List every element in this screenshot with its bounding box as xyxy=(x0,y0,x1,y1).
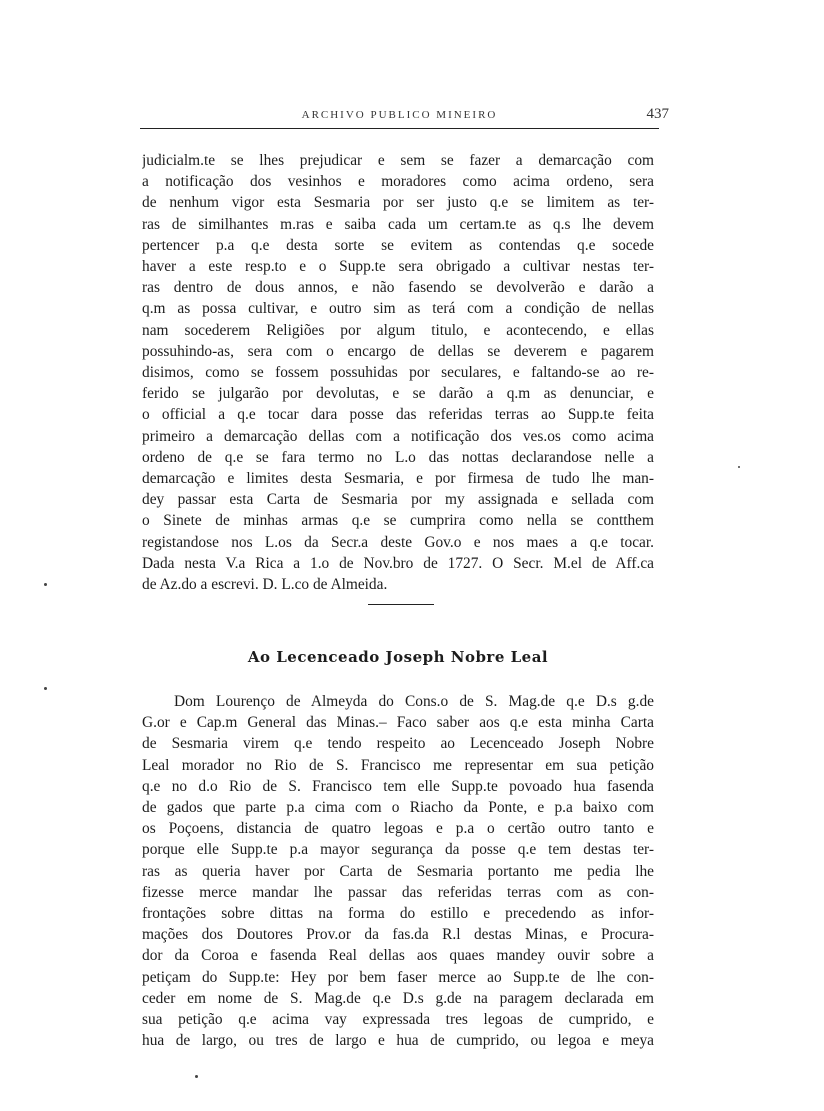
text-line: possuhindo-as, sera com o encargo de dellas se deverem e pagarem xyxy=(142,342,654,360)
text-line: Dada nesta V.a Rica a 1.o de Nov.bro de 1727. O Secr. M.el de Aff.ca xyxy=(142,554,654,572)
text-line: Dom Lourenço de Almeyda do Cons.o de S. Mag.de q.e D.s g.de xyxy=(174,693,654,710)
text-line: demarcação e limites desta Sesmaria, e por firmesa de tudo lhe man- xyxy=(142,470,654,488)
text-line: ras as queria haver por Carta de Sesmaria portanto me pedia lhe xyxy=(142,862,654,880)
scan-speck xyxy=(195,1075,198,1078)
text-line: ferido se julgarão por devolutas, e se darão a q.m as denunciar, e xyxy=(142,385,654,403)
text-line: judicialm.te se lhes prejudicar e sem se fazer a demarcação com xyxy=(142,152,654,169)
text-line: de Az.do a escrevi. D. L.co de Almeida. xyxy=(142,576,388,594)
scan-speck xyxy=(44,687,47,690)
scan-speck xyxy=(738,466,740,468)
scan-speck xyxy=(44,583,47,586)
text-line: ras de similhantes m.ras e saiba cada um certam.te as q.s lhe devem xyxy=(142,215,654,233)
text-line: dey passar esta Carta de Sesmaria por my assignada e sellada com xyxy=(142,491,654,509)
text-line: ceder em nome de S. Mag.de q.e D.s g.de na paragem declarada em xyxy=(142,989,654,1007)
text-line: frontações sobre dittas na forma do estillo e precedendo as infor- xyxy=(142,905,654,923)
text-line: pertencer p.a q.e desta sorte se evitem as contendas q.e socede xyxy=(142,236,654,254)
text-line: primeiro a demarcação dellas com a notificação dos ves.os como acima xyxy=(142,427,654,445)
text-line: nam socederem Religiões por algum titulo, e acontecendo, e ellas xyxy=(142,321,654,339)
text-line: Leal morador no Rio de S. Francisco me representar em sua petição xyxy=(142,756,654,774)
header-rule xyxy=(140,128,659,129)
running-header xyxy=(140,106,669,126)
text-line: hua de largo, ou tres de largo e hua de cumprido, ou legoa e meya xyxy=(142,1032,654,1050)
text-line: de Sesmaria virem q.e tendo respeito ao Lecenceado Joseph Nobre xyxy=(142,735,654,753)
text-line: de nenhum vigor esta Sesmaria por ser justo q.e se limitem as ter- xyxy=(142,194,654,212)
paragraph-grant xyxy=(142,691,654,1051)
text-line: ras dentro de dous annos, e não fasendo se devolverão e darão a xyxy=(142,279,654,297)
text-line: sua petição q.e acima vay expressada tres legoas de cumprido, e xyxy=(142,1011,654,1029)
text-line: petiçam do Supp.te: Hey por bem faser merce ao Supp.te de lhe con- xyxy=(142,968,654,986)
text-line: porque elle Supp.te p.a mayor segurança da posse q.e tem destas ter- xyxy=(142,841,654,859)
text-line: G.or e Cap.m General das Minas.– Faco saber aos q.e esta minha Carta xyxy=(142,714,654,732)
text-line: a notificação dos vesinhos e moradores como acima ordeno, sera xyxy=(142,173,654,191)
section-divider xyxy=(368,604,434,605)
text-line: q.m as possa cultivar, e outro sim as terá com a condição de nellas xyxy=(142,300,654,318)
text-line: q.e no d.o Rio de S. Francisco tem elle Supp.te povoado hua fasenda xyxy=(142,777,654,795)
text-line: haver a este resp.to e o Supp.te sera obrigado a cultivar nestas ter- xyxy=(142,258,654,276)
page-number: 437 xyxy=(646,106,669,122)
text-line: dor da Coroa e fasenda Real dellas aos quaes mandey ouvir sobre a xyxy=(142,947,654,965)
running-title: ARCHIVO PUBLICO MINEIRO xyxy=(301,109,498,121)
text-line: mações dos Doutores Prov.or da fas.da R.l destas Minas, e Procura- xyxy=(142,926,654,944)
text-line: registandose nos L.os da Secr.a deste Gov.o e nos maes a q.e tocar. xyxy=(142,533,654,551)
text-line: ordeno de q.e se fara termo no L.o das nottas declarandose nelle a xyxy=(142,448,654,466)
text-line: de gados que parte p.a cima com o Riacho da Ponte, e p.a baixo com xyxy=(142,799,654,817)
text-line: fizesse merce mandar lhe passar das referidas terras com as con- xyxy=(142,883,654,901)
section-title: Ao Lecenceado Joseph Nobre Leal xyxy=(247,648,549,666)
text-line: os Poçoens, distancia de quatro legoas e p.a o certão outro tanto e xyxy=(142,820,654,838)
text-line: o official a q.e tocar dara posse das referidas terras ao Supp.te feita xyxy=(142,406,654,424)
text-line: disimos, como se fossem possuhidas por seculares, e faltando-se ao re- xyxy=(142,364,654,382)
text-line: o Sinete de minhas armas q.e se cumprira como nella se contthem xyxy=(142,512,654,530)
paragraph-continued xyxy=(142,150,654,595)
